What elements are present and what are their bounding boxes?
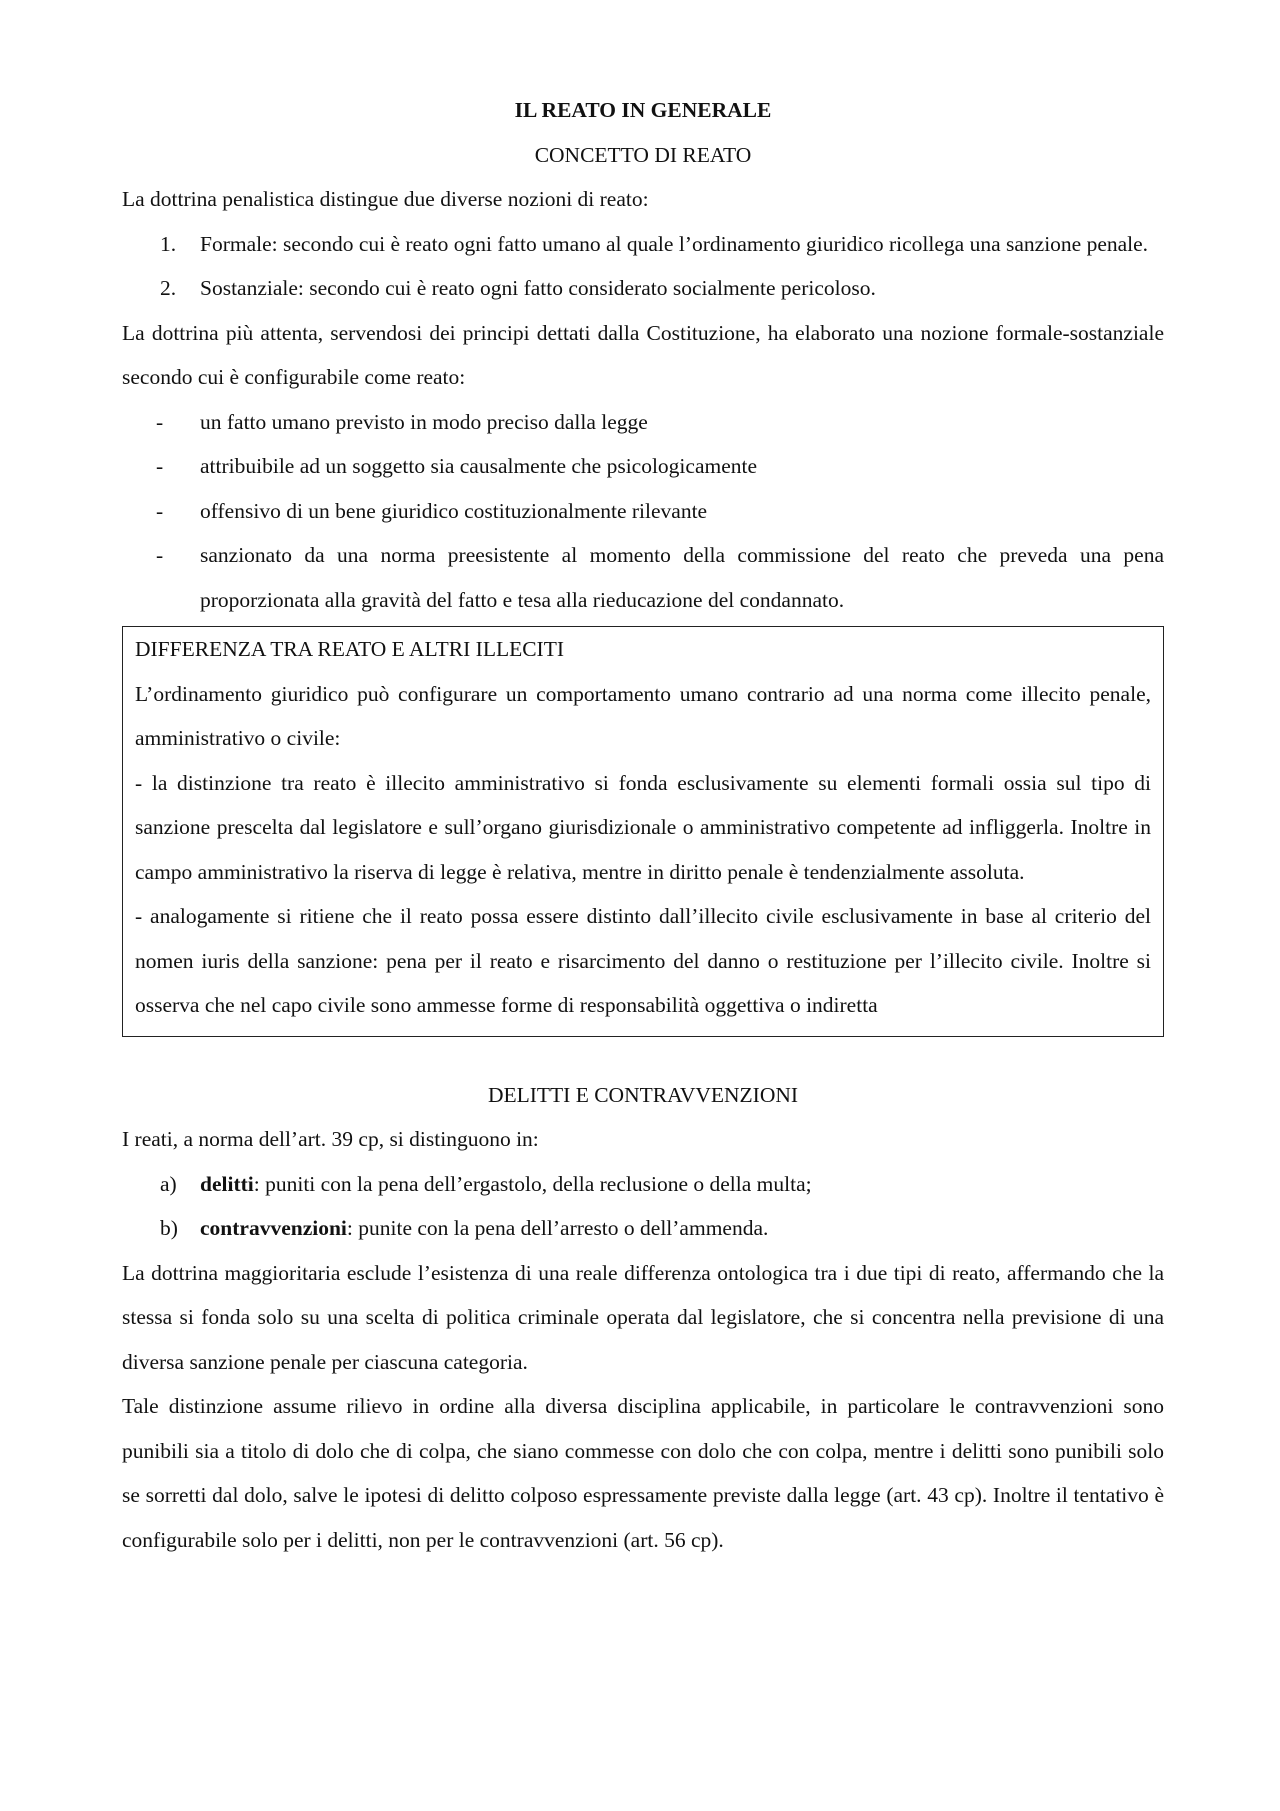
list-item (122, 444, 1164, 489)
section1-intro: La dottrina penalistica distingue due diverse nozioni di reato: (122, 187, 649, 211)
list-marker: - (156, 409, 164, 434)
list-item-text: offensivo di un bene giuridico costituzionalmente rilevante (200, 498, 708, 523)
term-contravvenzioni: contravvenzioni (200, 1216, 347, 1240)
types-list (122, 1162, 1164, 1251)
document-title: IL REATO IN GENERALE (514, 98, 772, 122)
list-item-text: sanzionato da una norma preesistente al momento della commissione del reato che preveda una pena proporzionata alla gravità del fatto e tesa alla rieducazione del condannato. (200, 543, 1164, 612)
section-spacer (122, 1037, 1164, 1073)
list-item (122, 1162, 1164, 1207)
section2-intro: I reati, a norma dell’art. 39 cp, si distinguono in: (122, 1127, 539, 1151)
list-item (122, 489, 1164, 534)
requirements-list (122, 400, 1164, 623)
list-item-text: Sostanziale: secondo cui è reato ogni fatto considerato socialmente pericoloso. (200, 276, 876, 300)
list-item-text: attribuibile ad un soggetto sia causalmente che psicologicamente (200, 454, 758, 478)
list-marker: 2. (160, 276, 177, 300)
box-point-amministrativo: - la distinzione tra reato è illecito amministrativo si fonda esclusivamente su elementi formali ossia sul tipo di sanzione prescelta dal legislatore e sull’organo giurisdizionale o amministrativo competente ad infliggerla. Inoltre in campo amministrativo la riserva di legge è relativa, mentre in diritto penale è tendenzialmente assoluta. (135, 770, 1151, 884)
list-item (122, 1206, 1164, 1251)
list-item (122, 533, 1164, 622)
section2-paragraph: Tale distinzione assume rilievo in ordine alla diversa disciplina applicabile, in particolare le contravvenzioni sono punibili sia a titolo di dolo che di colpa, che siano commesse con dolo che con colpa, mentre i delitti sono punibili solo se sorretti dal dolo, salve le ipotesi di delitto colposo espressamente previste dalla legge (art. 43 cp). Inoltre il tentativo è configurabile solo per i delitti, non per le contravvenzioni (art. 56 cp). (122, 1394, 1164, 1552)
list-marker: - (156, 498, 164, 523)
list-item (122, 266, 1164, 311)
list-marker: - (156, 543, 164, 567)
list-item-text: Formale: secondo cui è reato ogni fatto umano al quale l’ordinamento giuridico ricollega una sanzione penale. (200, 231, 1149, 256)
list-item (122, 222, 1164, 267)
section-heading-delitti: DELITTI E CONTRAVVENZIONI (487, 1082, 799, 1107)
list-item-text: un fatto umano previsto in modo preciso dalla legge (200, 409, 648, 434)
section1-paragraph: La dottrina più attenta, servendosi dei principi dettati dalla Costituzione, ha elaborato una nozione formale-sostanziale secondo cui è configurabile come reato: (122, 320, 1164, 389)
box-heading: DIFFERENZA TRA REATO E ALTRI ILLECITI (135, 637, 565, 661)
list-marker: - (156, 454, 164, 478)
section-heading-concetto: CONCETTO DI REATO (534, 142, 752, 167)
list-marker: a) (160, 1171, 177, 1196)
box-point-civile: - analogamente si ritiene che il reato possa essere distinto dall’illecito civile esclusivamente in base al criterio del nomen iuris della sanzione: pena per il reato e risarcimento del danno o restituzione per l’illecito civile. Inoltre si osserva che nel capo civile sono ammesse forme di responsabilità oggettiva o indiretta (135, 904, 1151, 1017)
list-item-text: : puniti con la pena dell’ergastolo, della reclusione o della multa; (253, 1171, 812, 1196)
list-marker: 1. (160, 231, 177, 256)
list-marker: b) (160, 1216, 178, 1240)
illeciti-box (122, 626, 1164, 1037)
notions-list (122, 222, 1164, 311)
box-intro: L’ordinamento giuridico può configurare un comportamento umano contrario ad una norma come illecito penale, amministrativo o civile: (135, 681, 1151, 750)
section2-paragraph: La dottrina maggioritaria esclude l’esistenza di una reale differenza ontologica tra i due tipi di reato, affermando che la stessa si fonda solo su una scelta di politica criminale operata dal legislatore, che si concentra nella previsione di una diversa sanzione penale per ciascuna categoria. (122, 1260, 1164, 1374)
list-item (122, 400, 1164, 445)
term-delitti: delitti (200, 1171, 254, 1196)
list-item-text: : punite con la pena dell’arresto o dell’ammenda. (346, 1216, 769, 1240)
